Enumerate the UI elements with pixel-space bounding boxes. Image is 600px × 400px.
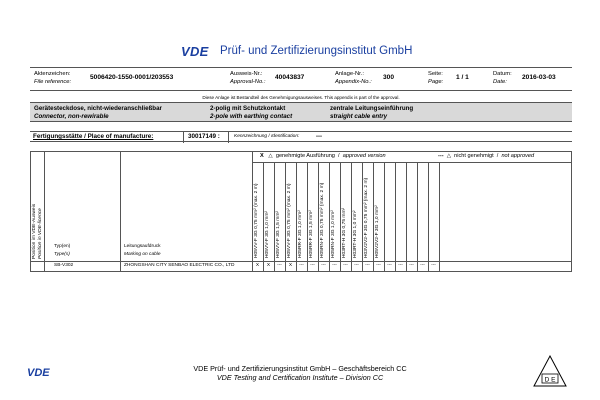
legend-not-approved-en: not approved [501,153,535,159]
institute-title: Prüf- und Zertifizierungsinstitut GmbH [220,45,413,57]
page-label-de: Seite: [428,71,443,77]
approval-label-de: Ausweis-Nr.: [230,71,263,77]
grid-line [362,162,363,271]
row-cell: --- [420,263,425,268]
approval-value: 40043837 [275,74,305,81]
footer-line-en: VDE Testing and Certification Institute – Division CC [216,373,384,382]
grid-line [417,162,418,271]
product-entry-en: straight cable entry [330,113,388,120]
row-cell: --- [376,263,381,268]
legend-dash-mark: --- [438,153,444,159]
row-marking: ZHONGSHAN CITY SENBAO ELECTRIC CO., LTD [124,263,235,268]
position-header-en: Position in VDE-licence [38,208,43,259]
grid-line [329,162,330,271]
grid-line [252,151,253,271]
grid-line [428,162,429,271]
divider [228,132,229,143]
page-value: 1 / 1 [456,74,469,81]
grid-line [296,162,297,271]
grid-line [406,162,407,271]
column-header-12: H05V2V2-F 3G 1,0 mm² [375,205,380,258]
row-cell: X [255,263,260,268]
row-cell: --- [398,263,403,268]
row-cell: --- [332,263,337,268]
column-header-7: H05RN-F 3G 0,75 mm² (max. 2 m) [320,182,325,258]
approval-grid [30,151,572,271]
product-poles-de: 2-polig mit Schutzkontakt [210,105,286,112]
appendix-note: Diese Anlage ist Bestandteil des Genehmigungsausweises. This appendix is part of the approval. [202,95,400,100]
grid-line [30,151,572,152]
row-cell: --- [277,263,282,268]
grid-line [30,261,572,262]
column-header-2: H05VV-F 3G 1,0 mm² [265,210,270,258]
row-cell: --- [343,263,348,268]
legend-not-approved: --- △ nicht genehmigt / not approved [438,153,535,159]
appendix-label-en: Appendix-No.: [335,79,372,85]
product-type-en: Connector, non-rewirable [34,113,109,120]
appendix-label-de: Anlage-Nr.: [335,71,364,77]
file-ref-value: 5006420-1550-0001/203553 [90,74,174,81]
row-cell: --- [299,263,304,268]
grid-line [252,162,572,163]
legend-not-approved-de: nicht genehmigt [454,153,494,159]
place-of-manufacture [30,131,572,142]
row-type: SB-V302 [54,263,74,268]
identification-value: --- [316,134,322,140]
grid-line [263,162,264,271]
divider [183,132,184,143]
position-header-de: Position im VDE-Ausweis [32,203,37,259]
grid-line [395,162,396,271]
footer-line-de: VDE Prüf- und Zertifizierungsinstitut GmbH – Geschäftsbereich CC [193,364,407,373]
vde-badge-icon [533,355,567,387]
column-header-10: H03RT-H 3G 1,0 mm² [353,210,358,258]
product-description [30,102,572,122]
document-meta [30,67,572,91]
legend-approved: X △ genehmigte Ausführung / approved version [260,153,386,159]
column-header-6: H05RR-F 3G 1,5 mm² [309,210,314,258]
vde-footer-logo: VDE [27,367,50,379]
date-value: 2016-03-03 [522,74,556,81]
row-cell: --- [354,263,359,268]
manufacture-label: Fertigungsstätte / Place of manufacture: [33,133,154,140]
row-cell: --- [431,263,436,268]
row-cell: X [288,263,293,268]
column-header-3: H05VV-F 3G 1,5 mm² [276,210,281,258]
triangle-icon: △ [445,153,453,159]
appendix-value: 300 [383,74,395,81]
row-cell: X [266,263,271,268]
legend-x-mark: X [260,153,264,159]
svg-text:D E: D E [544,376,556,384]
row-cell: --- [365,263,370,268]
column-header-1: H05VV-F 3G 0,75 mm² (max. 2 m) [254,183,259,258]
marking-header-de: Leitungsaufdruck [124,244,161,249]
grid-line [44,151,45,271]
grid-line [439,162,440,271]
column-header-9: H03RT-H 3G 0,75 mm² [342,207,347,258]
grid-line [285,162,286,271]
grid-line [340,162,341,271]
grid-line [318,162,319,271]
column-header-4: H05VV-F 3G 0,75 mm² (max. 2 m) [287,183,292,258]
type-header-en: Type(s) [54,252,70,257]
triangle-icon: △ [265,153,275,159]
grid-line [384,162,385,271]
legend-approved-en: approved version [342,153,386,159]
manufacture-number: 30017149 : [188,133,220,140]
product-entry-de: zentrale Leitungseinführung [330,105,414,112]
product-poles-en: 2-pole with earthing contact [210,113,293,120]
column-header-5: H05RR-F 3G 1,0 mm² [298,210,303,258]
grid-line [30,151,31,271]
page-label-en: Page: [428,79,444,85]
row-cell: --- [387,263,392,268]
column-header-11: H03V2V2-F 3G 0,75 mm² (max. 2 m) [364,177,369,258]
grid-line [307,162,308,271]
date-label-de: Datum: [493,71,512,77]
vde-logo: VDE [181,44,209,59]
type-header-de: Typ(en) [54,244,71,249]
grid-line [30,271,572,272]
grid-line [274,162,275,271]
marking-header-en: Marking on cable [124,252,161,257]
identification-label: Kennzeichnung / Identification: [234,134,300,139]
row-cell: --- [310,263,315,268]
product-type-de: Gerätesteckdose, nicht-wiederanschließbar [34,105,162,112]
file-ref-label-de: Aktenzeichen: [34,71,71,77]
grid-line [571,151,572,271]
row-cell: --- [321,263,326,268]
grid-line [120,151,121,271]
column-header-8: H05RN-F 3G 1,0 mm² [331,210,336,258]
approval-label-en: Approval-No.: [230,79,266,85]
grid-line [373,162,374,271]
row-cell: --- [409,263,414,268]
legend-approved-de: genehmigte Ausführung [275,153,335,159]
date-label-en: Date: [493,79,507,85]
file-ref-label-en: File reference: [34,79,72,85]
grid-line [351,162,352,271]
